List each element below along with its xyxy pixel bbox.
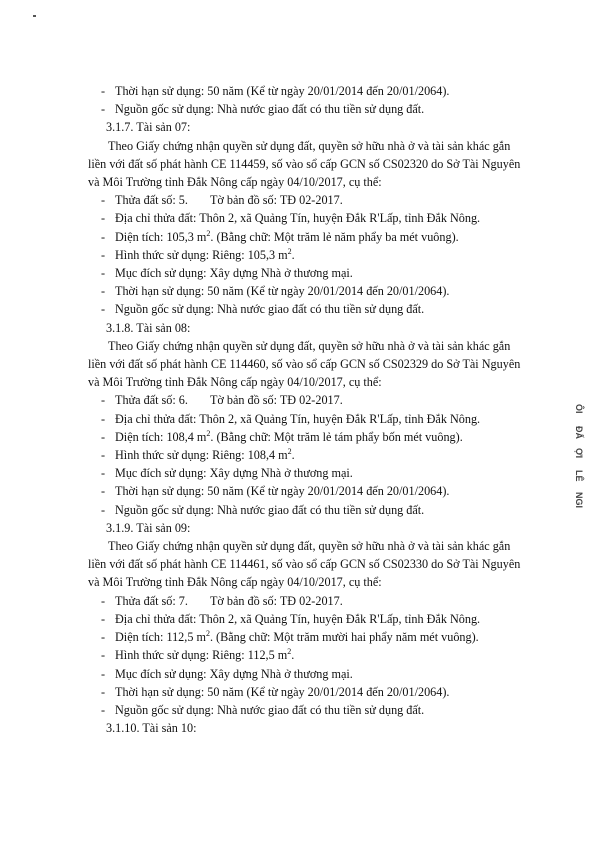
bullet-text: Địa chỉ thửa đất: Thôn 2, xã Quảng Tín, huyện Đắk R'Lấp, tỉnh Đắk Nông. [115,611,481,626]
bullet-dash: - [101,593,106,608]
stamp-fragment: ỢI [574,448,584,459]
bullet-item [88,428,528,446]
superscript: 2 [287,647,292,657]
bullet-item [88,410,528,428]
paragraph-line: và Môi Trường tỉnh Đắk Nông cấp ngày 04/10/2017, cụ thể: [88,175,382,190]
bullet-dash: - [101,630,106,645]
paragraph-line: liền với đất số phát hành CE 114459, số vào sổ cấp GCN số CS02320 do Sở Tài Nguyên [88,156,521,171]
bullet-text: Thời hạn sử dụng: 50 năm (Kể từ ngày 20/01/2014 đến 20/01/2064). [115,484,450,499]
stamp-fragment: ĐẤ [574,426,584,439]
bullet-dash: - [101,429,106,444]
bullet-dash: - [101,266,106,281]
area-text-rest: . (Bằng chữ: Một trăm lẻ tám phẩy bốn mét vuông). [210,429,463,444]
bullet-item [88,246,528,264]
bullet-item [88,683,528,701]
bullet-text: Mục đích sử dụng: Xây dựng Nhà ở thương mại. [115,266,353,281]
superscript: 2 [206,428,211,438]
area-text-rest: . [291,448,295,463]
bullet-item [88,701,528,719]
bullet-item [88,264,528,282]
bullet-item [88,282,528,300]
bullet-item [88,191,528,209]
superscript: 2 [205,629,210,639]
bullet-dash: - [101,193,106,208]
side-stamp [568,404,590,514]
section-heading: 3.1.9. Tài sản 09: [106,520,191,535]
bullet-dash: - [101,666,106,681]
bullet-dash: - [101,302,106,317]
paragraph-line: Theo Giấy chứng nhận quyền sử dụng đất, quyền sở hữu nhà ở và tài sản khác gắn [108,138,511,153]
bullet-item [88,100,528,118]
section-heading: 3.1.7. Tài sản 07: [106,120,191,135]
section-heading: 3.1.8. Tài sản 08: [106,320,191,335]
bullet-dash: - [101,411,106,426]
bullet-dash: - [101,484,106,499]
bullet-text: Thời hạn sử dụng: 50 năm (Kể từ ngày 20/01/2014 đến 20/01/2064). [115,684,450,699]
bullet-item [88,482,528,500]
bullet-item [88,464,528,482]
bullet-item [88,646,528,664]
bullet-dash: - [101,102,106,117]
map-sheet-number: Tờ bản đồ số: TĐ 02-2017. [209,593,343,608]
bullet-item [88,391,528,409]
parcel-number: Thửa đất số: 5. [115,193,188,208]
area-text-rest: . [291,247,295,262]
bullet-dash: - [101,211,106,226]
parcel-number: Thửa đất số: 7. [115,593,188,608]
area-text-rest: . [291,648,295,663]
bullet-dash: - [101,284,106,299]
bullet-text: Nguồn gốc sử dụng: Nhà nước giao đất có thu tiền sử dụng đất. [115,302,425,317]
paragraph-line: và Môi Trường tỉnh Đắk Nông cấp ngày 04/10/2017, cụ thể: [88,575,382,590]
bullet-dash: - [101,466,106,481]
superscript: 2 [287,447,292,457]
bullet-item [88,610,528,628]
stamp-fragment: NGI [574,492,584,509]
bullet-text: Thời hạn sử dụng: 50 năm (Kể từ ngày 20/01/2014 đến 20/01/2064). [115,284,450,299]
bullet-dash: - [101,229,106,244]
bullet-text: Địa chỉ thửa đất: Thôn 2, xã Quảng Tín, huyện Đắk R'Lấp, tỉnh Đắk Nông. [115,211,481,226]
area-text-rest: . (Bằng chữ: Một trăm mười hai phẩy năm mét vuông). [209,630,479,645]
area-text: Hình thức sử dụng: Riêng: 112,5 m [115,648,288,663]
area-text: Hình thức sử dụng: Riêng: 108,4 m [115,448,288,463]
document-body [88,82,528,737]
bullet-item [88,82,528,100]
stamp-fragment: LÊ [574,470,584,482]
area-text-rest: . (Bằng chữ: Một trăm lẻ năm phẩy ba mét vuông). [210,229,459,244]
paragraph-line: Theo Giấy chứng nhận quyền sử dụng đất, quyền sở hữu nhà ở và tài sản khác gắn [108,539,511,554]
bullet-item [88,446,528,464]
bullet-dash: - [101,648,106,663]
map-sheet-number: Tờ bản đồ số: TĐ 02-2017. [209,393,343,408]
bullet-item [88,665,528,683]
superscript: 2 [206,228,211,238]
bullet-text: Nguồn gốc sử dụng: Nhà nước giao đất có thu tiền sử dụng đất. [115,502,425,517]
bullet-text: Địa chỉ thửa đất: Thôn 2, xã Quảng Tín, huyện Đắk R'Lấp, tỉnh Đắk Nông. [115,411,481,426]
bullet-dash: - [101,684,106,699]
paragraph-line: liền với đất số phát hành CE 114460, số vào sổ cấp GCN số CS02329 do Sở Tài Nguyên [88,357,521,372]
bullet-text: Mục đích sử dụng: Xây dựng Nhà ở thương mại. [115,466,353,481]
bullet-text: Nguồn gốc sử dụng: Nhà nước giao đất có thu tiền sử dụng đất. [115,102,425,117]
bullet-dash: - [101,393,106,408]
bullet-text: Thời hạn sử dụng: 50 năm (Kể từ ngày 20/01/2014 đến 20/01/2064). [115,84,450,98]
bullet-item [88,209,528,227]
area-text: Diện tích: 108,4 m [115,429,207,444]
bullet-dash: - [101,84,106,98]
bullet-item [88,592,528,610]
bullet-dash: - [101,702,106,717]
bullet-dash: - [101,502,106,517]
section-heading: 3.1.10. Tài sản 10: [106,721,197,736]
bullet-item [88,228,528,246]
superscript: 2 [287,246,292,256]
map-sheet-number: Tờ bản đồ số: TĐ 02-2017. [209,193,343,208]
bullet-dash: - [101,247,106,262]
bullet-dash: - [101,611,106,626]
paragraph-line: liền với đất số phát hành CE 114461, số vào sổ cấp GCN số CS02330 do Sở Tài Nguyên [88,557,521,572]
bullet-text: Mục đích sử dụng: Xây dựng Nhà ở thương mại. [115,666,353,681]
bullet-dash: - [101,448,106,463]
stamp-fragment: ÔI [574,404,584,414]
bullet-text: Nguồn gốc sử dụng: Nhà nước giao đất có thu tiền sử dụng đất. [115,702,425,717]
parcel-number: Thửa đất số: 6. [115,393,188,408]
paragraph-line: và Môi Trường tỉnh Đắk Nông cấp ngày 04/10/2017, cụ thể: [88,375,382,390]
area-text: Diện tích: 105,3 m [115,229,207,244]
area-text: Diện tích: 112,5 m [115,630,206,645]
area-text: Hình thức sử dụng: Riêng: 105,3 m [115,247,288,262]
paragraph-line: Theo Giấy chứng nhận quyền sử dụng đất, quyền sở hữu nhà ở và tài sản khác gắn [108,338,511,353]
bullet-item [88,501,528,519]
bullet-item [88,300,528,318]
scan-mark [33,15,36,17]
bullet-item [88,628,528,646]
